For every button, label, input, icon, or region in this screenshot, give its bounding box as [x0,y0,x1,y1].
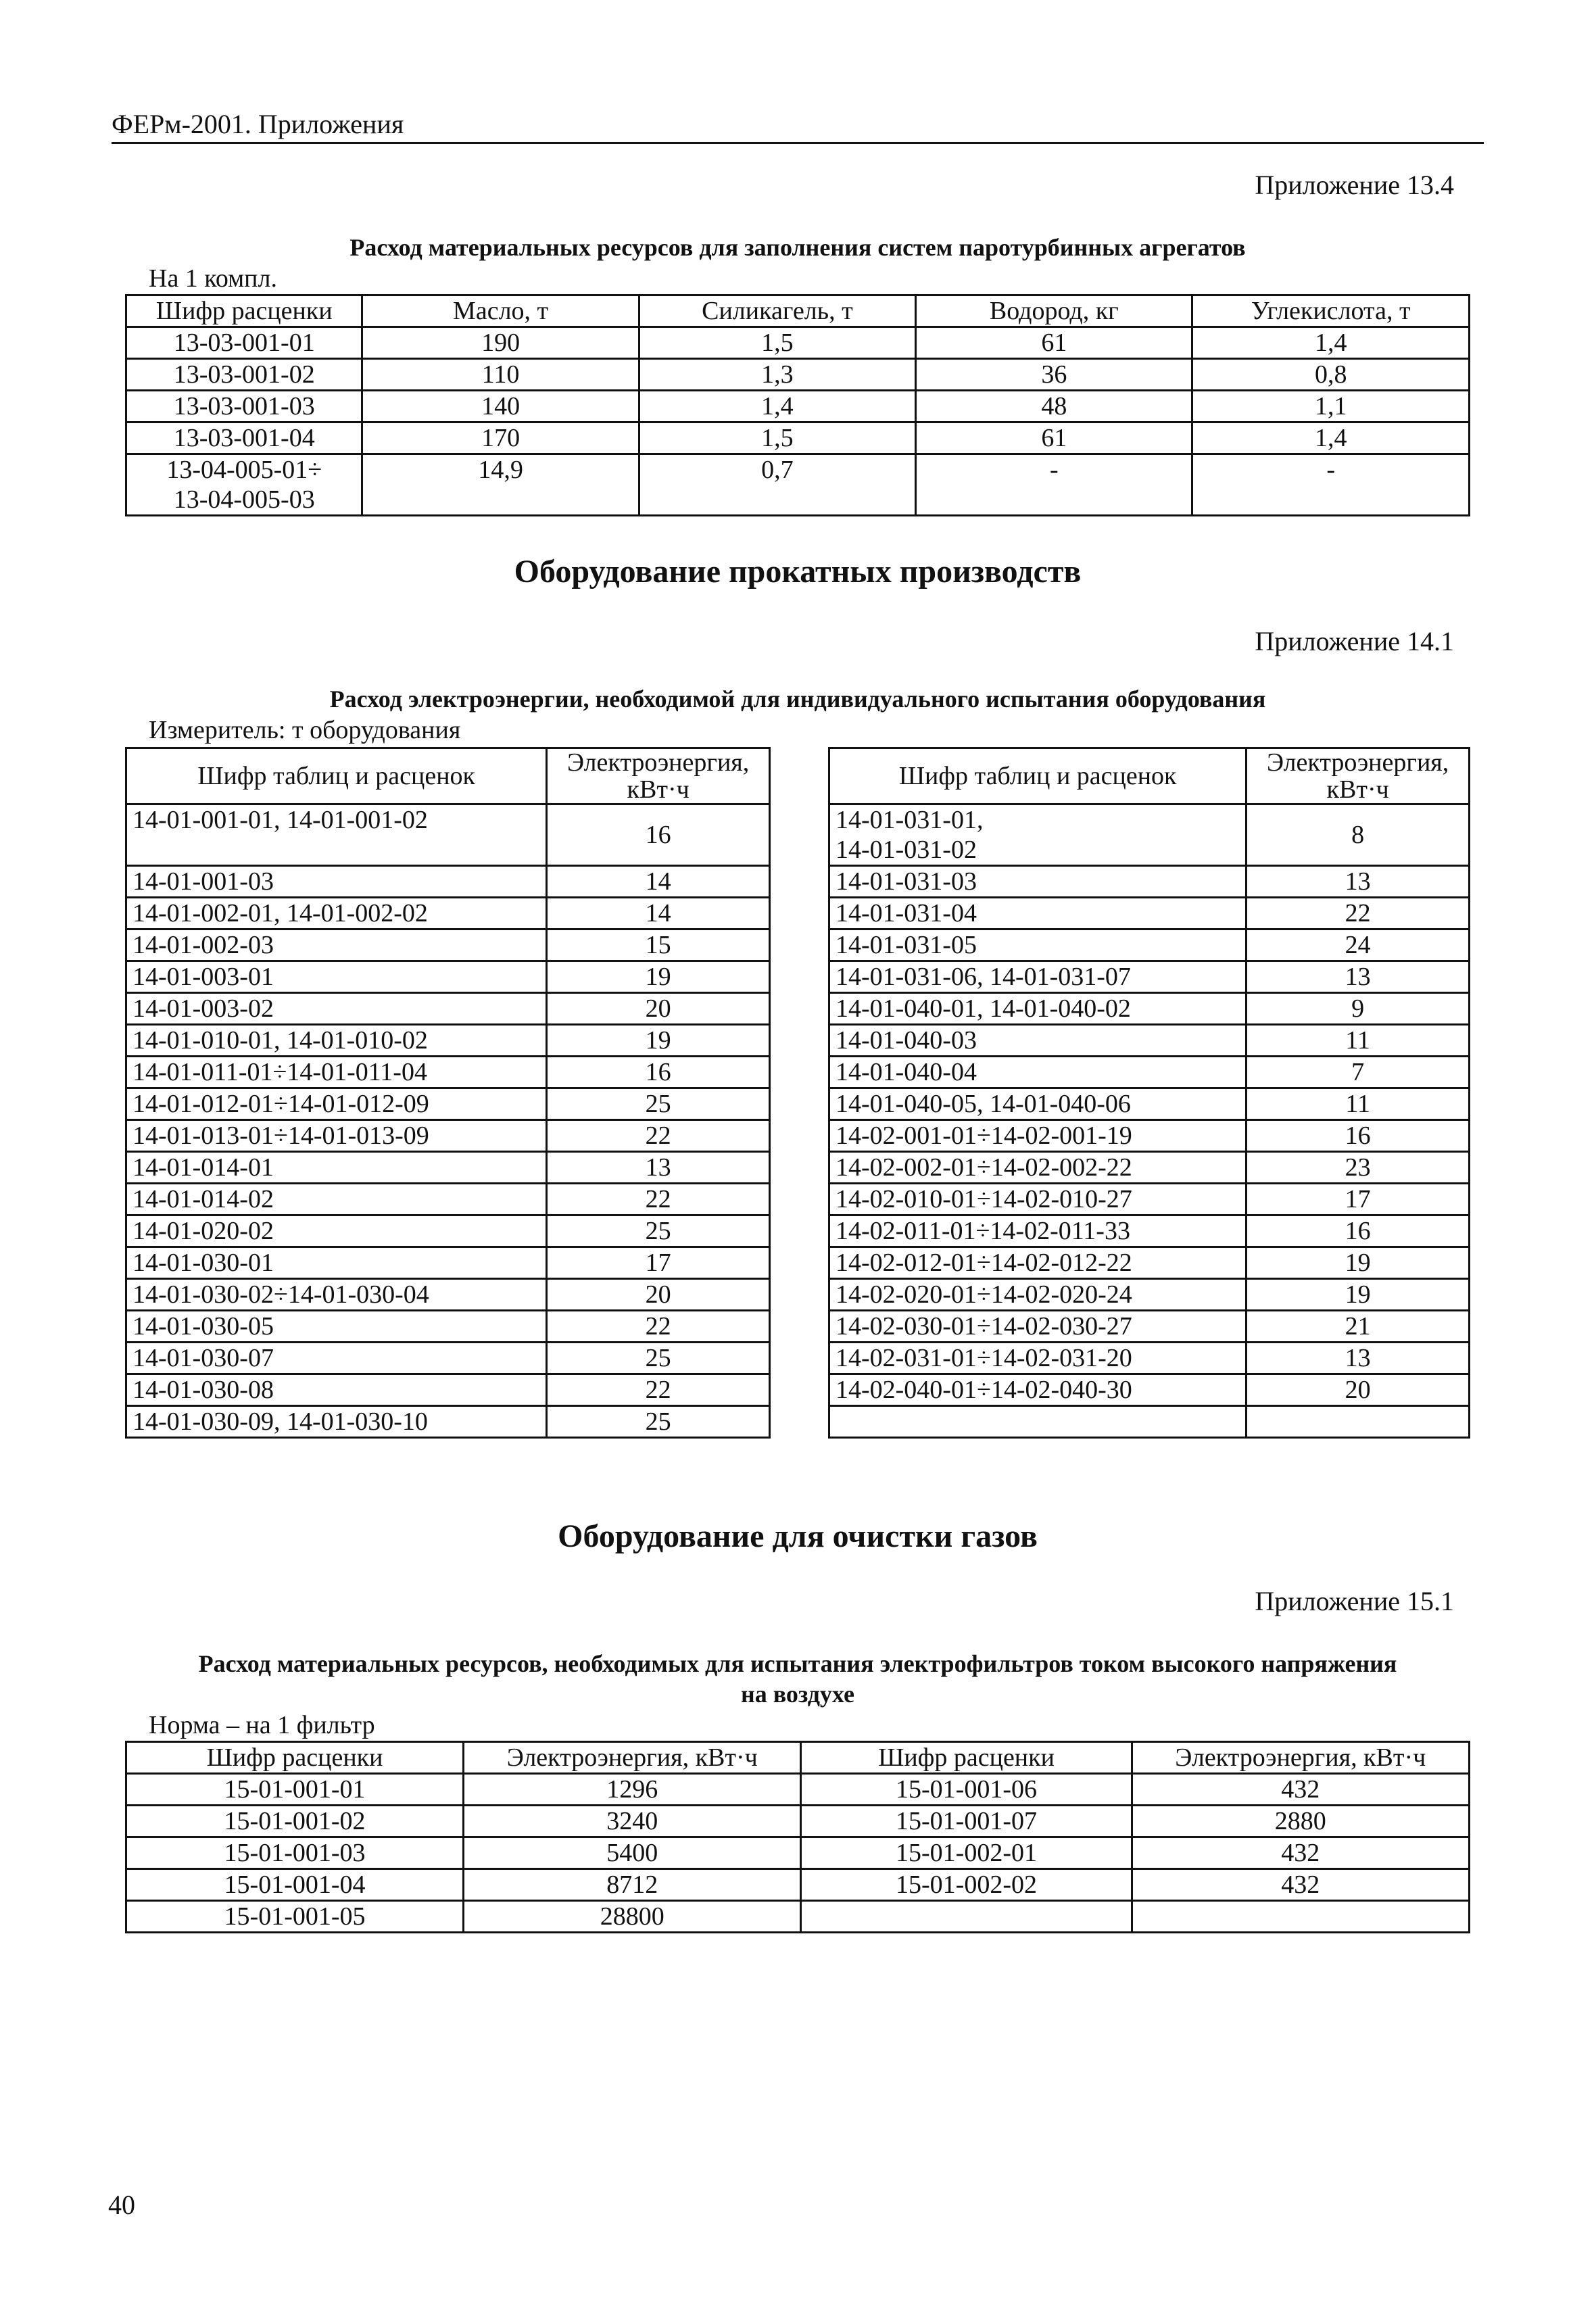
table-row [829,993,1470,1025]
value-cell: 432 [1132,1869,1469,1901]
table-row [126,1184,770,1215]
silica-cell: 1,4 [639,391,915,423]
code-cell: 14-01-002-03 [126,930,547,961]
code-line: 14-01-031-01, [836,806,984,834]
co2-cell: 1,4 [1192,327,1470,359]
column-header-energy [547,748,770,804]
table-row [829,898,1470,930]
oil-cell: 14,9 [362,454,639,516]
page-number: 40 [108,2190,135,2220]
value-cell: 16 [1247,1215,1470,1247]
code-cell: 14-01-020-02 [126,1215,547,1247]
code-cell: 14-02-030-01÷14-02-030-27 [829,1311,1247,1343]
oil-cell: 170 [362,423,639,454]
value-cell: 3240 [464,1806,801,1837]
appendix-14-1-table-right [828,747,1470,1439]
value-cell: 25 [547,1215,770,1247]
table-row [126,454,1470,516]
table-row [126,961,770,993]
code-cell: 14-01-040-05, 14-01-040-06 [829,1088,1247,1120]
section-15-title: Оборудование для очистки газов [558,1518,1038,1554]
value-cell: 28800 [464,1901,801,1933]
table-header-row [829,748,1470,804]
column-header-code: Шифр таблиц и расценок [829,748,1247,804]
value-cell: 432 [1132,1837,1469,1869]
value-cell: 9 [1247,993,1470,1025]
value-cell: 8712 [464,1869,801,1901]
table-row [829,804,1470,866]
appendix-15-1-caption-line2: на воздухе [740,1681,855,1708]
table-row [126,1901,1470,1933]
code-line: 13-04-005-01÷ [166,456,322,484]
code-cell: 15-01-001-03 [126,1837,464,1869]
value-cell: 22 [547,1120,770,1152]
table-row [126,1088,770,1120]
table-row-empty [829,1406,1470,1438]
code-cell: 15-01-001-06 [801,1774,1132,1806]
code-cell: 14-02-012-01÷14-02-012-22 [829,1247,1247,1279]
table-row [126,391,1470,423]
hydrogen-cell: 48 [916,391,1192,423]
code-line: 14-01-031-02 [836,836,977,864]
table-row [126,327,1470,359]
oil-cell: 190 [362,327,639,359]
table-row [126,930,770,961]
code-cell: 14-01-040-04 [829,1057,1247,1088]
oil-cell: 110 [362,359,639,391]
column-header-energy [1247,748,1470,804]
table-row [126,1774,1470,1806]
column-header: Масло, т [362,295,639,327]
table-row [126,1279,770,1311]
code-cell [801,1901,1132,1933]
appendix-14-1-label: Приложение 14.1 [1255,626,1454,656]
table-row [829,1311,1470,1343]
table-row [829,1247,1470,1279]
code-cell: 14-02-020-01÷14-02-020-24 [829,1279,1247,1311]
value-cell: 15 [547,930,770,961]
table-row [829,1057,1470,1088]
column-header: Силикагель, т [639,295,915,327]
oil-cell: 140 [362,391,639,423]
value-cell: 17 [1247,1184,1470,1215]
table-row [126,423,1470,454]
table-row [829,1152,1470,1184]
table-row [829,1120,1470,1152]
value-cell [1132,1901,1469,1933]
code-cell: 13-03-001-03 [126,391,362,423]
column-header: Водород, кг [916,295,1192,327]
table-row [829,1374,1470,1406]
code-cell: 14-01-013-01÷14-01-013-09 [126,1120,547,1152]
value-cell: 19 [547,961,770,993]
column-header: Электроэнергия, кВт·ч [464,1742,801,1774]
table-row [126,359,1470,391]
code-cell: 14-01-001-03 [126,866,547,898]
value-cell: 16 [547,804,770,866]
code-cell: 14-01-010-01, 14-01-010-02 [126,1025,547,1057]
value-cell: 19 [1247,1279,1470,1311]
appendix-14-1-unit: Измеритель: т оборудования [149,716,461,744]
table-row [126,1247,770,1279]
value-cell: 24 [1247,930,1470,961]
code-cell [829,804,1247,866]
code-cell: 14-01-031-05 [829,930,1247,961]
appendix-13-4-table [125,294,1470,516]
value-cell: 20 [547,1279,770,1311]
empty-cell [1247,1406,1470,1438]
table-row [126,1869,1470,1901]
code-line: 13-04-005-03 [173,485,315,514]
code-cell: 15-01-002-01 [801,1837,1132,1869]
code-cell: 14-01-040-03 [829,1025,1247,1057]
column-header-code: Шифр таблиц и расценок [126,748,547,804]
table-row [829,1343,1470,1374]
code-cell: 14-01-002-01, 14-01-002-02 [126,898,547,930]
code-cell: 14-01-014-02 [126,1184,547,1215]
value-cell: 13 [1247,961,1470,993]
value-cell: 22 [547,1374,770,1406]
value-cell: 2880 [1132,1806,1469,1837]
appendix-15-1-table [125,1741,1470,1933]
value-cell: 16 [1247,1120,1470,1152]
code-cell: 15-01-001-05 [126,1901,464,1933]
header-line: Электроэнергия, [1266,748,1449,777]
value-cell: 22 [547,1311,770,1343]
value-cell: 16 [547,1057,770,1088]
code-cell: 14-01-030-08 [126,1374,547,1406]
value-cell: 23 [1247,1152,1470,1184]
empty-cell [829,1406,1247,1438]
code-cell: 14-01-030-07 [126,1343,547,1374]
value-cell: 11 [1247,1088,1470,1120]
table-header-row [126,295,1470,327]
value-cell: 5400 [464,1837,801,1869]
value-cell: 22 [547,1184,770,1215]
code-cell: 14-02-002-01÷14-02-002-22 [829,1152,1247,1184]
table-row [126,993,770,1025]
header-line: кВт·ч [627,775,690,804]
code-cell: 14-01-014-01 [126,1152,547,1184]
table-row [126,1025,770,1057]
code-cell: 14-01-030-02÷14-01-030-04 [126,1279,547,1311]
value-cell: 17 [547,1247,770,1279]
code-cell: 14-01-011-01÷14-01-011-04 [126,1057,547,1088]
code-cell: 14-02-011-01÷14-02-011-33 [829,1215,1247,1247]
code-cell: 14-01-040-01, 14-01-040-02 [829,993,1247,1025]
silica-cell: 1,5 [639,327,915,359]
code-cell: 14-02-031-01÷14-02-031-20 [829,1343,1247,1374]
table-row [126,866,770,898]
column-header: Шифр расценки [801,1742,1132,1774]
column-header: Шифр расценки [126,295,362,327]
code-cell: 15-01-002-02 [801,1869,1132,1901]
code-cell: 15-01-001-04 [126,1869,464,1901]
code-cell: 15-01-001-07 [801,1806,1132,1837]
table-row [829,1025,1470,1057]
co2-cell: - [1192,454,1470,516]
table-row [126,804,770,866]
appendix-14-1-table-left [125,747,771,1439]
code-cell: 15-01-001-02 [126,1806,464,1837]
value-cell: 1296 [464,1774,801,1806]
co2-cell: 1,4 [1192,423,1470,454]
table-row [829,866,1470,898]
section-14-title: Оборудование прокатных производств [514,554,1082,589]
table-row [126,1374,770,1406]
table-row [829,1088,1470,1120]
table-row [829,1184,1470,1215]
value-cell: 20 [547,993,770,1025]
hydrogen-cell: 61 [916,327,1192,359]
table-row [126,898,770,930]
appendix-15-1-unit: Норма – на 1 фильтр [149,1711,375,1739]
code-cell: 14-02-010-01÷14-02-010-27 [829,1184,1247,1215]
table-row [829,961,1470,993]
running-header: ФЕРм-2001. Приложения [112,109,404,139]
table-row [126,1406,770,1438]
table-row [126,1152,770,1184]
table-row [126,1215,770,1247]
table-row [829,1279,1470,1311]
table-row [829,1215,1470,1247]
code-cell: 15-01-001-01 [126,1774,464,1806]
header-rule [112,142,1484,144]
value-cell: 25 [547,1406,770,1438]
silica-cell: 1,5 [639,423,915,454]
table-row [126,1343,770,1374]
appendix-13-4-label: Приложение 13.4 [1255,170,1454,200]
table-row [126,1120,770,1152]
header-line: Электроэнергия, [566,748,750,777]
code-cell: 13-03-001-04 [126,423,362,454]
hydrogen-cell: - [916,454,1192,516]
value-cell: 19 [1247,1247,1470,1279]
value-cell: 19 [547,1025,770,1057]
value-cell: 7 [1247,1057,1470,1088]
silica-cell: 0,7 [639,454,915,516]
code-cell: 14-01-001-01, 14-01-001-02 [126,804,547,866]
code-cell: 13-03-001-01 [126,327,362,359]
table-row [829,930,1470,961]
column-header: Углекислота, т [1192,295,1470,327]
code-cell: 14-02-001-01÷14-02-001-19 [829,1120,1247,1152]
code-cell: 14-01-012-01÷14-01-012-09 [126,1088,547,1120]
code-cell: 14-01-031-04 [829,898,1247,930]
silica-cell: 1,3 [639,359,915,391]
value-cell: 11 [1247,1025,1470,1057]
appendix-15-1-caption-line1: Расход материальных ресурсов, необходимых для испытания электрофильтров током высокого напряжения [198,1650,1397,1677]
hydrogen-cell: 61 [916,423,1192,454]
code-cell: 14-01-031-06, 14-01-031-07 [829,961,1247,993]
value-cell: 13 [1247,1343,1470,1374]
code-cell: 14-01-003-02 [126,993,547,1025]
table-header-row [126,748,770,804]
value-cell: 21 [1247,1311,1470,1343]
header-line: кВт·ч [1326,775,1389,804]
appendix-15-1-label: Приложение 15.1 [1255,1586,1454,1616]
hydrogen-cell: 36 [916,359,1192,391]
co2-cell: 1,1 [1192,391,1470,423]
table-row [126,1837,1470,1869]
column-header: Шифр расценки [126,1742,464,1774]
appendix-13-4-caption: Расход материальных ресурсов для заполнения систем паротурбинных агрегатов [349,234,1246,261]
table-row [126,1311,770,1343]
table-row [126,1057,770,1088]
code-cell: 14-01-030-05 [126,1311,547,1343]
code-cell: 14-01-003-01 [126,961,547,993]
value-cell: 20 [1247,1374,1470,1406]
value-cell: 14 [547,898,770,930]
code-cell: 13-03-001-02 [126,359,362,391]
value-cell: 25 [547,1343,770,1374]
value-cell: 25 [547,1088,770,1120]
table-row [126,1806,1470,1837]
value-cell: 13 [547,1152,770,1184]
value-cell: 14 [547,866,770,898]
code-cell: 14-01-030-09, 14-01-030-10 [126,1406,547,1438]
co2-cell: 0,8 [1192,359,1470,391]
code-cell [126,454,362,516]
value-cell: 432 [1132,1774,1469,1806]
column-header: Электроэнергия, кВт·ч [1132,1742,1469,1774]
code-cell: 14-02-040-01÷14-02-040-30 [829,1374,1247,1406]
code-cell: 14-01-030-01 [126,1247,547,1279]
value-cell: 22 [1247,898,1470,930]
value-cell: 13 [1247,866,1470,898]
value-cell: 8 [1247,804,1470,866]
appendix-14-1-caption: Расход электроэнергии, необходимой для индивидуального испытания оборудования [329,685,1266,713]
table-header-row [126,1742,1470,1774]
code-cell: 14-01-031-03 [829,866,1247,898]
appendix-13-4-unit: На 1 компл. [149,264,277,293]
